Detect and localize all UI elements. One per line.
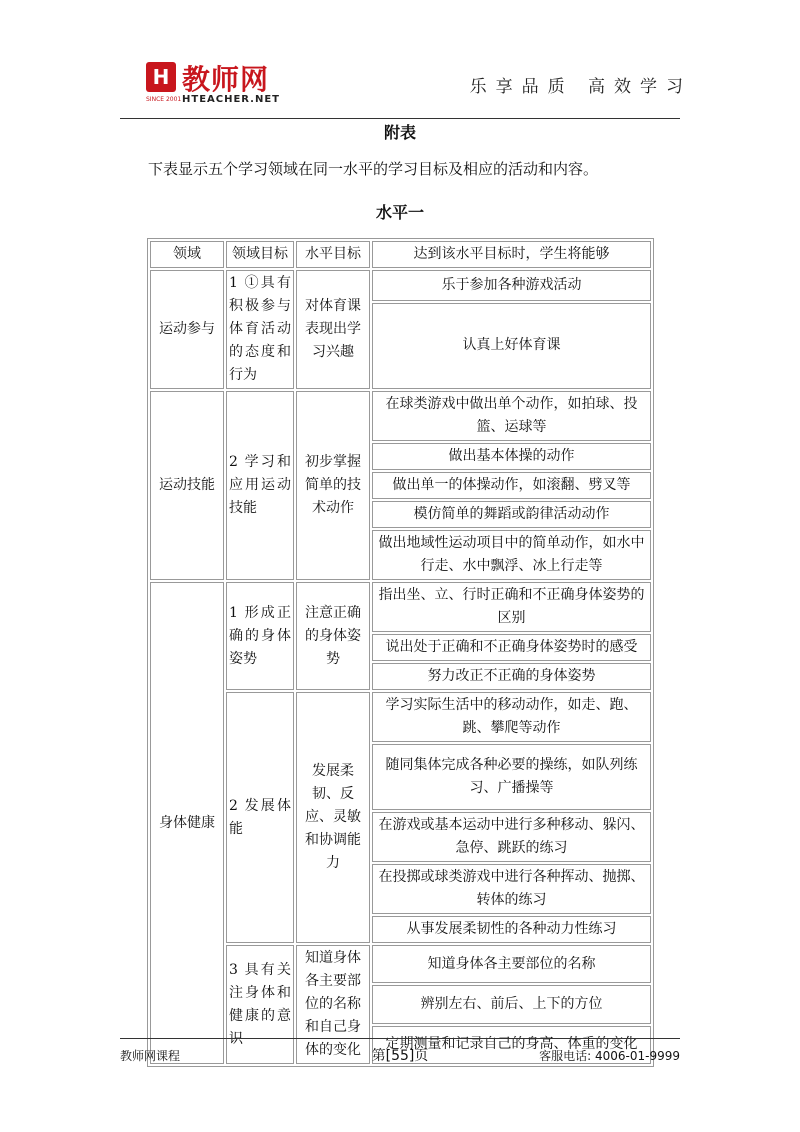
logo-chinese-name: 教师网 — [182, 63, 270, 96]
page-header — [120, 50, 692, 119]
logo-mark-icon: H — [146, 62, 176, 92]
item-cell: 定期测量和记录自己的身高、体重的变化 — [372, 1026, 651, 1064]
item-cell: 做出单一的体操动作，如滚翻、劈叉等 — [372, 472, 651, 499]
goal-cell: 1 ①具有积极参与体育活动的态度和行为 — [226, 270, 294, 389]
item-cell: 认真上好体育课 — [372, 303, 651, 389]
logo-since: SINCE 2001 — [146, 96, 182, 103]
item-cell: 知道身体各主要部位的名称 — [372, 945, 651, 983]
table-row — [150, 945, 651, 983]
site-logo[interactable] — [146, 58, 296, 112]
level-cell: 注意正确的身体姿势 — [296, 582, 370, 690]
goal-cell: 2 发展体能 — [226, 692, 294, 943]
table-row — [150, 582, 651, 632]
item-cell: 随同集体完成各种必要的操练，如队列练习、广播操等 — [372, 744, 651, 810]
table-row — [150, 692, 651, 742]
goal-cell: 2 学习和应用运动技能 — [226, 391, 294, 580]
table-subtitle: 水平一 — [375, 203, 424, 222]
goal-cell: 1 形成正确的身体姿势 — [226, 582, 294, 690]
item-cell: 在投掷或球类游戏中进行各种挥动、抛掷、转体的练习 — [372, 864, 651, 914]
table-row — [150, 270, 651, 301]
page-number: 第[55]页 — [371, 1048, 429, 1064]
domain-cell: 运动参与 — [150, 270, 224, 389]
item-cell: 乐于参加各种游戏活动 — [372, 270, 651, 301]
footer-phone: 客服电话: 4006-01-9999 — [539, 1049, 680, 1063]
level-cell: 对体育课表现出学习兴趣 — [296, 270, 370, 389]
domain-cell: 身体健康 — [150, 582, 224, 1064]
item-cell: 模仿简单的舞蹈或韵律活动动作 — [372, 501, 651, 528]
item-cell: 辨别左右、前后、上下的方位 — [372, 985, 651, 1023]
curriculum-table — [147, 238, 654, 1067]
logo-english-name: HTEACHER.NET — [182, 94, 281, 105]
item-cell: 做出基本体操的动作 — [372, 443, 651, 470]
header-slogan: 乐享品质 高效学习 — [469, 77, 692, 97]
header-cell: 达到该水平目标时，学生将能够 — [372, 241, 651, 268]
level-cell: 初步掌握简单的技术动作 — [296, 391, 370, 580]
item-cell: 努力改正不正确的身体姿势 — [372, 663, 651, 690]
page-footer — [120, 1038, 680, 1069]
header-cell: 领域 — [150, 241, 224, 268]
header-cell: 领域目标 — [226, 241, 294, 268]
page-title: 附表 — [383, 123, 416, 142]
item-cell: 学习实际生活中的移动动作，如走、跑、跳、攀爬等动作 — [372, 692, 651, 742]
item-cell: 做出地域性运动项目中的简单动作，如水中行走、水中飘浮、冰上行走等 — [372, 530, 651, 580]
item-cell: 在游戏或基本运动中进行多种移动、躲闪、急停、跳跃的练习 — [372, 812, 651, 862]
domain-cell: 运动技能 — [150, 391, 224, 580]
item-cell: 说出处于正确和不正确身体姿势时的感受 — [372, 634, 651, 661]
level-cell: 知道身体各主要部位的名称和自己身体的变化 — [296, 945, 370, 1064]
item-cell: 指出坐、立、行时正确和不正确身体姿势的区别 — [372, 582, 651, 632]
item-cell: 在球类游戏中做出单个动作，如拍球、投篮、运球等 — [372, 391, 651, 441]
goal-cell: 3 具有关注身体和健康的意识 — [226, 945, 294, 1064]
header-cell: 水平目标 — [296, 241, 370, 268]
table-header-row — [150, 241, 651, 268]
level-cell: 发展柔韧、反应、灵敏和协调能力 — [296, 692, 370, 943]
item-cell: 从事发展柔韧性的各种动力性练习 — [372, 916, 651, 943]
footer-course: 教师网课程 — [120, 1049, 181, 1063]
table-row — [150, 391, 651, 441]
intro-text: 下表显示五个学习领域在同一水平的学习目标及相应的活动和内容。 — [148, 160, 599, 178]
